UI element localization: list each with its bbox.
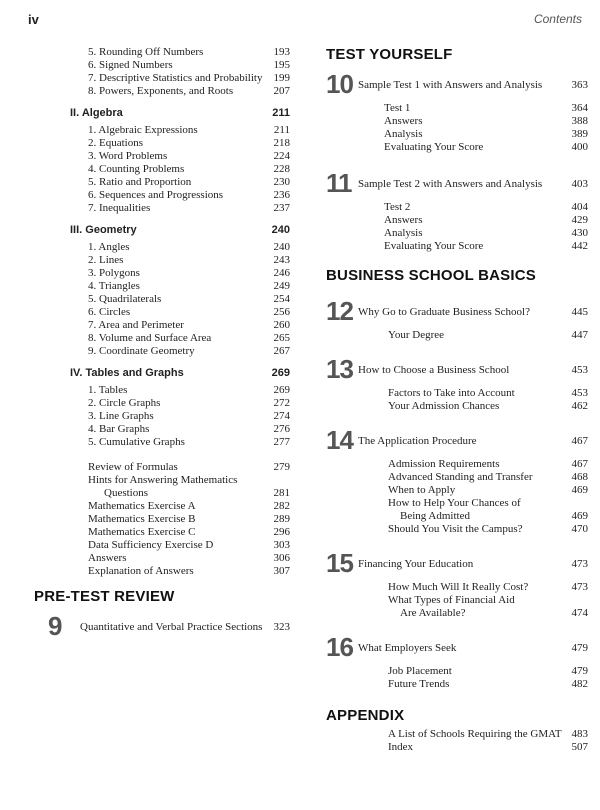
toc-entry bbox=[88, 319, 290, 332]
toc-entry bbox=[388, 458, 588, 471]
section-heading: APPENDIX bbox=[326, 707, 405, 724]
toc-entry bbox=[88, 59, 290, 72]
toc-entry-page: 274 bbox=[273, 410, 290, 422]
toc-entry-page: 404 bbox=[571, 201, 588, 213]
toc-entry-title: Explanation of Answers bbox=[88, 565, 194, 577]
toc-entry-title: IV. Tables and Graphs bbox=[70, 367, 184, 379]
toc-entry-page: 199 bbox=[273, 72, 290, 84]
toc-entry-title: Data Sufficiency Exercise D bbox=[88, 539, 214, 551]
toc-entry bbox=[388, 523, 588, 536]
chapter-title: What Employers Seek bbox=[358, 641, 457, 654]
toc-entry bbox=[88, 85, 290, 98]
toc-entry-page: 249 bbox=[273, 280, 290, 292]
toc-entry-page: 483 bbox=[571, 728, 588, 740]
toc-entry-title: Answers bbox=[384, 115, 423, 127]
toc-entry-page: 281 bbox=[273, 487, 290, 499]
toc-entry-page: 260 bbox=[273, 319, 290, 331]
toc-entry-title: 6. Circles bbox=[88, 306, 131, 318]
toc-entry-page: 388 bbox=[571, 115, 588, 127]
toc-entry-page: 243 bbox=[273, 254, 290, 266]
toc-entry bbox=[88, 137, 290, 150]
toc-entry bbox=[104, 487, 290, 500]
toc-entry-title: 3. Line Graphs bbox=[88, 410, 154, 422]
toc-entry-page: 211 bbox=[272, 107, 290, 119]
toc-entry-page: 269 bbox=[271, 367, 290, 379]
toc-entry-page: 447 bbox=[571, 329, 588, 341]
toc-entry-title: III. Geometry bbox=[70, 224, 137, 236]
section-title bbox=[70, 367, 290, 380]
toc-entry bbox=[88, 552, 290, 565]
toc-entry-title: 7. Inequalities bbox=[88, 202, 151, 214]
toc-entry-title: Test 2 bbox=[384, 201, 411, 213]
toc-entry bbox=[88, 513, 290, 526]
chapter-page: 479 bbox=[571, 641, 588, 654]
toc-entry-title: 6. Sequences and Progressions bbox=[88, 189, 224, 201]
toc-entry-title: Hints for Answering Mathematics bbox=[88, 474, 238, 486]
toc-entry-page: 469 bbox=[571, 484, 588, 496]
toc-entry bbox=[88, 565, 290, 578]
chapter-page: 473 bbox=[571, 557, 588, 570]
toc-entry-page: 240 bbox=[271, 224, 290, 236]
toc-entry bbox=[88, 461, 290, 474]
toc-entry bbox=[388, 484, 588, 497]
toc-entry-page: 364 bbox=[571, 102, 588, 114]
section-title bbox=[70, 107, 290, 120]
toc-entry-title: 7. Area and Perimeter bbox=[88, 319, 184, 331]
toc-entry bbox=[88, 345, 290, 358]
chapter-heading bbox=[326, 425, 588, 456]
toc-entry-title: What Types of Financial Aid bbox=[388, 594, 515, 606]
toc-entry-title: Questions bbox=[104, 487, 148, 499]
section-heading: TEST YOURSELF bbox=[326, 46, 453, 63]
toc-entry bbox=[384, 227, 588, 240]
chapter-heading bbox=[326, 69, 588, 100]
toc-entry-page: 306 bbox=[273, 552, 290, 564]
toc-entry bbox=[384, 141, 588, 154]
toc-entry bbox=[384, 201, 588, 214]
toc-entry-title: How Much Will It Really Cost? bbox=[388, 581, 529, 593]
toc-entry-title: Job Placement bbox=[388, 665, 452, 677]
chapter-title: The Application Procedure bbox=[358, 434, 477, 447]
toc-entry bbox=[384, 115, 588, 128]
chapter-number: 15 bbox=[326, 548, 353, 578]
toc-entry bbox=[88, 280, 290, 293]
toc-entry-page: 467 bbox=[571, 458, 588, 470]
toc-entry-page: 479 bbox=[571, 665, 588, 677]
toc-entry-page: 442 bbox=[571, 240, 588, 252]
chapter-title: Financing Your Education bbox=[358, 557, 474, 570]
toc-entry-page: 303 bbox=[273, 539, 290, 551]
toc-entry bbox=[88, 72, 290, 85]
chapter-page: 453 bbox=[571, 363, 588, 376]
toc-entry-title: 4. Bar Graphs bbox=[88, 423, 150, 435]
toc-entry bbox=[88, 150, 290, 163]
toc-entry-title: Mathematics Exercise A bbox=[88, 500, 196, 512]
chapter-title: Sample Test 2 with Answers and Analysis bbox=[358, 177, 543, 190]
toc-entry-page: 240 bbox=[273, 241, 290, 253]
toc-entry-page: 218 bbox=[273, 137, 290, 149]
toc-entry-title: Future Trends bbox=[388, 678, 450, 690]
chapter-page: 363 bbox=[571, 78, 588, 91]
section-title bbox=[70, 224, 290, 237]
toc-entry bbox=[88, 267, 290, 280]
toc-entry-page: 462 bbox=[571, 400, 588, 412]
toc-entry-title: Evaluating Your Score bbox=[384, 240, 484, 252]
toc-entry-title: 8. Powers, Exponents, and Roots bbox=[88, 85, 234, 97]
toc-entry bbox=[384, 128, 588, 141]
toc-entry-page: 474 bbox=[571, 607, 588, 619]
chapter-heading bbox=[326, 296, 588, 327]
toc-entry bbox=[88, 474, 290, 487]
toc-entry-title: 1. Tables bbox=[88, 384, 128, 396]
toc-entry bbox=[88, 332, 290, 345]
toc-entry-page: 193 bbox=[273, 46, 290, 58]
toc-entry-page: 272 bbox=[273, 397, 290, 409]
toc-entry-title: 2. Equations bbox=[88, 137, 143, 149]
toc-entry bbox=[88, 526, 290, 539]
toc-entry-title: 3. Polygons bbox=[88, 267, 140, 279]
toc-entry-title: Advanced Standing and Transfer bbox=[388, 471, 533, 483]
chapter-title: Quantitative and Verbal Practice Sections bbox=[80, 620, 263, 633]
chapter-number: 13 bbox=[326, 354, 353, 384]
chapter-page: 467 bbox=[571, 434, 588, 447]
toc-entry bbox=[88, 423, 290, 436]
toc-entry bbox=[400, 510, 588, 523]
toc-entry-page: 470 bbox=[571, 523, 588, 535]
toc-entry-page: 400 bbox=[571, 141, 588, 153]
chapter-number: 10 bbox=[326, 69, 353, 99]
chapter-number: 12 bbox=[326, 296, 353, 326]
toc-entry-title: 2. Circle Graphs bbox=[88, 397, 161, 409]
toc-entry-page: 265 bbox=[273, 332, 290, 344]
chapter-number: 11 bbox=[326, 168, 352, 198]
toc-entry-page: 289 bbox=[273, 513, 290, 525]
toc-entry-title: Mathematics Exercise C bbox=[88, 526, 196, 538]
toc-entry-title: When to Apply bbox=[388, 484, 456, 496]
toc-entry-page: 211 bbox=[273, 124, 290, 136]
toc-entry bbox=[388, 471, 588, 484]
toc-entry-page: 254 bbox=[273, 293, 290, 305]
toc-entry-title: Analysis bbox=[384, 128, 423, 140]
toc-entry bbox=[388, 400, 588, 413]
toc-entry-page: 207 bbox=[273, 85, 290, 97]
toc-entry-page: 246 bbox=[273, 267, 290, 279]
toc-entry-title: Your Admission Chances bbox=[388, 400, 500, 412]
page-folio: iv bbox=[28, 12, 39, 27]
toc-entry-title: Mathematics Exercise B bbox=[88, 513, 196, 525]
section-heading: BUSINESS SCHOOL BASICS bbox=[326, 267, 536, 284]
toc-entry-title: 4. Counting Problems bbox=[88, 163, 185, 175]
toc-entry-page: 468 bbox=[571, 471, 588, 483]
toc-entry-page: 269 bbox=[273, 384, 290, 396]
chapter-heading bbox=[48, 611, 290, 642]
toc-entry-page: 224 bbox=[273, 150, 290, 162]
toc-entry-title: 1. Angles bbox=[88, 241, 130, 253]
toc-entry bbox=[384, 214, 588, 227]
chapter-number: 9 bbox=[48, 611, 62, 641]
chapter-page: 323 bbox=[273, 620, 290, 633]
toc-entry-title: Should You Visit the Campus? bbox=[388, 523, 523, 535]
toc-entry bbox=[388, 387, 588, 400]
toc-entry bbox=[388, 665, 588, 678]
toc-entry bbox=[88, 384, 290, 397]
toc-entry bbox=[384, 102, 588, 115]
toc-entry bbox=[88, 500, 290, 513]
toc-entry-page: 237 bbox=[273, 202, 290, 214]
toc-entry-page: 195 bbox=[273, 59, 290, 71]
toc-entry-page: 469 bbox=[571, 510, 588, 522]
section-heading: PRE-TEST REVIEW bbox=[34, 588, 175, 605]
toc-entry-page: 267 bbox=[273, 345, 290, 357]
toc-entry bbox=[88, 436, 290, 449]
toc-right-column bbox=[326, 46, 588, 754]
toc-entry-title: 4. Triangles bbox=[88, 280, 140, 292]
toc-entry bbox=[388, 728, 588, 741]
toc-entry bbox=[88, 202, 290, 215]
toc-entry bbox=[88, 46, 290, 59]
chapter-page: 403 bbox=[571, 177, 588, 190]
toc-entry-title: Are Available? bbox=[400, 607, 466, 619]
toc-entry-title: Analysis bbox=[384, 227, 423, 239]
toc-entry-page: 453 bbox=[571, 387, 588, 399]
toc-entry-title: Answers bbox=[384, 214, 423, 226]
toc-entry-page: 307 bbox=[273, 565, 290, 577]
toc-entry-title: 5. Quadrilaterals bbox=[88, 293, 162, 305]
toc-entry-page: 282 bbox=[273, 500, 290, 512]
chapter-heading bbox=[326, 168, 588, 199]
toc-entry-title: Admission Requirements bbox=[388, 458, 500, 470]
chapter-title: Sample Test 1 with Answers and Analysis bbox=[358, 78, 543, 91]
toc-entry-page: 473 bbox=[571, 581, 588, 593]
toc-entry bbox=[88, 306, 290, 319]
toc-entry bbox=[88, 124, 290, 137]
toc-entry-title: 5. Rounding Off Numbers bbox=[88, 46, 204, 58]
toc-entry bbox=[88, 293, 290, 306]
toc-entry-page: 230 bbox=[273, 176, 290, 188]
toc-entry bbox=[88, 397, 290, 410]
toc-entry bbox=[88, 254, 290, 267]
toc-entry-title: 5. Ratio and Proportion bbox=[88, 176, 192, 188]
toc-entry-page: 296 bbox=[273, 526, 290, 538]
toc-entry bbox=[388, 741, 588, 754]
chapter-heading bbox=[326, 548, 588, 579]
toc-entry-title: Being Admitted bbox=[400, 510, 470, 522]
toc-entry-page: 482 bbox=[571, 678, 588, 690]
toc-entry-title: Answers bbox=[88, 552, 127, 564]
toc-entry-title: 2. Lines bbox=[88, 254, 124, 266]
running-head: Contents bbox=[533, 12, 582, 26]
toc-entry bbox=[388, 594, 588, 607]
chapter-title: How to Choose a Business School bbox=[358, 363, 510, 376]
toc-entry-title: 6. Signed Numbers bbox=[88, 59, 173, 71]
chapter-heading bbox=[326, 354, 588, 385]
toc-left-column bbox=[34, 46, 290, 644]
toc-entry-title: 1. Algebraic Expressions bbox=[88, 124, 198, 136]
toc-entry-title: 5. Cumulative Graphs bbox=[88, 436, 185, 448]
toc-entry-title: II. Algebra bbox=[70, 107, 123, 119]
chapter-number: 14 bbox=[326, 425, 353, 455]
toc-entry-page: 277 bbox=[273, 436, 290, 448]
toc-entry bbox=[88, 241, 290, 254]
toc-entry-title: A List of Schools Requiring the GMAT bbox=[388, 728, 562, 740]
toc-entry-title: Review of Formulas bbox=[88, 461, 178, 473]
chapter-number: 16 bbox=[326, 632, 353, 662]
toc-entry bbox=[88, 163, 290, 176]
toc-entry bbox=[88, 176, 290, 189]
toc-entry-page: 430 bbox=[571, 227, 588, 239]
toc-entry-page: 279 bbox=[273, 461, 290, 473]
chapter-heading bbox=[326, 632, 588, 663]
toc-entry-title: 8. Volume and Surface Area bbox=[88, 332, 212, 344]
toc-entry bbox=[88, 539, 290, 552]
toc-entry-page: 276 bbox=[273, 423, 290, 435]
toc-entry-title: Your Degree bbox=[388, 329, 445, 341]
toc-entry-page: 429 bbox=[571, 214, 588, 226]
toc-entry-page: 256 bbox=[273, 306, 290, 318]
toc-entry-title: Evaluating Your Score bbox=[384, 141, 484, 153]
toc-entry-title: Factors to Take into Account bbox=[388, 387, 515, 399]
toc-entry bbox=[88, 410, 290, 423]
toc-entry-title: 7. Descriptive Statistics and Probability bbox=[88, 72, 263, 84]
toc-entry bbox=[388, 497, 588, 510]
toc-entry bbox=[388, 581, 588, 594]
toc-entry-page: 389 bbox=[571, 128, 588, 140]
toc-entry bbox=[388, 678, 588, 691]
toc-entry-title: 9. Coordinate Geometry bbox=[88, 345, 195, 357]
toc-entry-page: 236 bbox=[273, 189, 290, 201]
toc-entry bbox=[400, 607, 588, 620]
toc-entry bbox=[388, 329, 588, 342]
toc-entry-page: 507 bbox=[571, 741, 588, 753]
toc-entry-page: 228 bbox=[273, 163, 290, 175]
toc-entry-title: 3. Word Problems bbox=[88, 150, 168, 162]
chapter-page: 445 bbox=[571, 305, 588, 318]
toc-entry-title: Test 1 bbox=[384, 102, 411, 114]
toc-entry-title: Index bbox=[388, 741, 414, 753]
toc-entry-title: How to Help Your Chances of bbox=[388, 497, 521, 509]
toc-entry bbox=[88, 189, 290, 202]
toc-entry bbox=[384, 240, 588, 253]
chapter-title: Why Go to Graduate Business School? bbox=[358, 305, 530, 318]
